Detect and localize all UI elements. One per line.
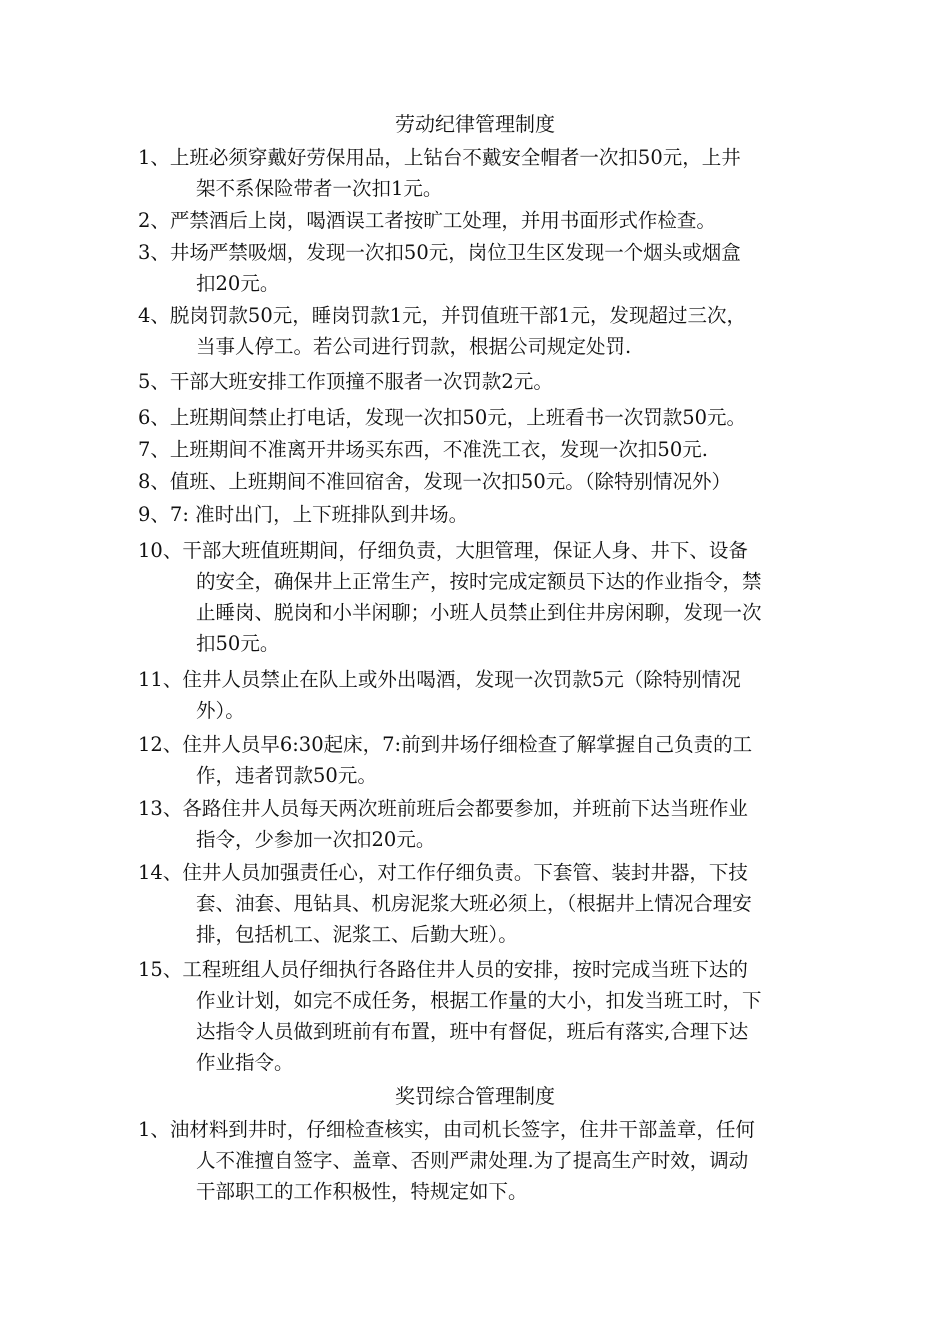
item-text: 井场严禁吸烟，发现一次扣50元，岗位卫生区发现一个烟头或烟盒 [169, 241, 741, 264]
item-number: 6、 [138, 406, 170, 429]
item-number: 4、 [138, 304, 170, 327]
item-number: 3、 [138, 241, 170, 264]
rule-item-8 [138, 466, 828, 497]
item-text: 达指令人员做到班前有布置，班中有督促，班后有落实,合理下达 [196, 1020, 749, 1043]
section-title-labor-discipline: 劳动纪律管理制度 [395, 112, 555, 136]
rule-item-2 [138, 205, 828, 236]
reward-rule-item-1 [138, 1114, 828, 1207]
item-text: 值班、上班期间不准回宿舍，发现一次扣50元。（除特别情况外） [169, 470, 731, 493]
item-text: 各路住井人员每天两次班前班后会都要参加，并班前下达当班作业 [182, 797, 748, 820]
item-number: 1、 [138, 146, 170, 169]
item-text: 排，包括机工、泥浆工、后勤大班）。 [196, 923, 518, 946]
rule-item-15 [138, 954, 828, 1078]
rule-item-3 [138, 237, 828, 299]
item-text: 作业计划，如完不成任务，根据工作量的大小，扣发当班工时，下 [196, 989, 762, 1012]
rule-item-6 [138, 402, 828, 433]
item-number: 8、 [138, 470, 170, 493]
item-number: 12、 [138, 733, 183, 756]
item-text: 干部大班安排工作顶撞不服者一次罚款2元。 [169, 370, 553, 393]
item-text: 上班期间不准离开井场买东西，不准洗工衣，发现一次扣50元. [169, 438, 708, 461]
item-text: 作，违者罚款50元。 [196, 764, 377, 787]
item-text: 住井人员早6:30起床，7:前到井场仔细检查了解掌握自己负责的工 [182, 733, 753, 756]
item-number: 1、 [138, 1118, 170, 1141]
item-text: 止睡岗、脱岗和小半闲聊；小班人员禁止到住井房闲聊，发现一次 [196, 601, 762, 624]
item-number: 13、 [138, 797, 183, 820]
item-number: 11、 [138, 668, 183, 691]
item-text: 作业指令。 [196, 1051, 294, 1074]
item-text: 扣20元。 [196, 272, 280, 295]
item-text: 上班期间禁止打电话，发现一次扣50元，上班看书一次罚款50元。 [169, 406, 747, 429]
item-number: 10、 [138, 539, 183, 562]
item-text: 的安全，确保井上正常生产，按时完成定额员下达的作业指令，禁 [196, 570, 762, 593]
item-text: 当事人停工。若公司进行罚款，根据公司规定处罚. [196, 335, 632, 358]
rule-item-4 [138, 300, 828, 362]
item-text: 人不准擅自签字、盖章、否则严肃处理.为了提高生产时效，调动 [196, 1149, 749, 1172]
rule-item-9 [138, 499, 828, 530]
item-text: 套、油套、甩钻具、机房泥浆大班必须上，（根据井上情况合理安 [196, 892, 752, 915]
rule-item-7 [138, 434, 828, 465]
item-number: 9、 [138, 503, 170, 526]
item-text: 7: 准时出门，上下班排队到井场。 [169, 503, 469, 526]
item-text: 指令，少参加一次扣20元。 [196, 828, 436, 851]
rule-item-11 [138, 664, 828, 726]
item-text: 干部大班值班期间，仔细负责，大胆管理，保证人身、井下、设备 [182, 539, 748, 562]
item-text: 干部职工的工作积极性，特规定如下。 [196, 1180, 528, 1203]
item-number: 2、 [138, 209, 170, 232]
rule-item-14 [138, 857, 828, 950]
item-text: 架不系保险带者一次扣1元。 [196, 177, 443, 200]
rule-item-13 [138, 793, 828, 855]
section-title-rewards-penalties: 奖罚综合管理制度 [395, 1084, 555, 1108]
item-text: 脱岗罚款50元，睡岗罚款1元，并罚值班干部1元，发现超过三次， [169, 304, 747, 327]
rule-item-10 [138, 535, 828, 659]
item-number: 15、 [138, 958, 183, 981]
item-text: 上班必须穿戴好劳保用品，上钻台不戴安全帽者一次扣50元，上井 [169, 146, 741, 169]
item-text: 住井人员禁止在队上或外出喝酒，发现一次罚款5元（除特别情况 [182, 668, 741, 691]
item-text: 严禁酒后上岗，喝酒误工者按旷工处理，并用书面形式作检查。 [169, 209, 716, 232]
item-number: 14、 [138, 861, 183, 884]
item-number: 7、 [138, 438, 170, 461]
item-number: 5、 [138, 370, 170, 393]
rule-item-1 [138, 142, 828, 204]
item-text: 油材料到井时，仔细检查核实，由司机长签字，住井干部盖章，任何 [169, 1118, 755, 1141]
item-text: 扣50元。 [196, 632, 280, 655]
item-text: 住井人员加强责任心，对工作仔细负责。下套管、装封井器，下技 [182, 861, 748, 884]
item-text: 工程班组人员仔细执行各路住井人员的安排，按时完成当班下达的 [182, 958, 748, 981]
rule-item-12 [138, 729, 828, 791]
item-text: 外）。 [196, 699, 245, 722]
rule-item-5 [138, 366, 828, 397]
